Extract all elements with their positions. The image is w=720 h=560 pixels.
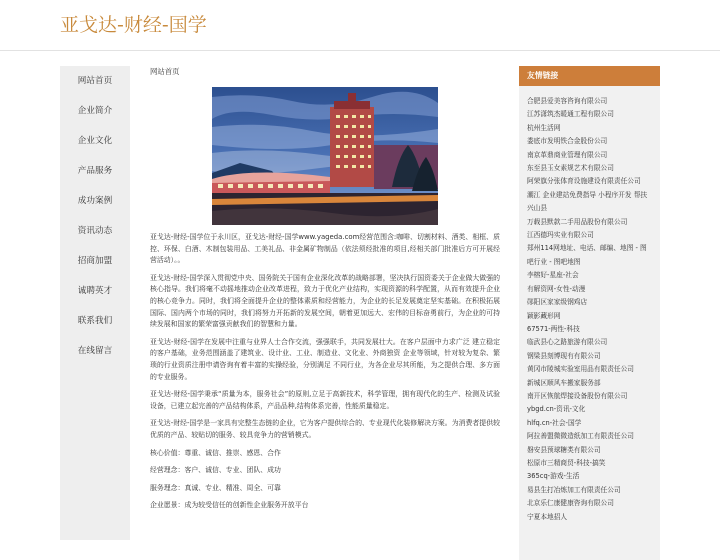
friend-link[interactable]: 江西德玛实业有限公司 <box>527 231 594 240</box>
business-philosophy: 经营理念：客户、诚信、专业、团队、成功 <box>150 466 281 475</box>
friend-link[interactable]: 合肥县爱美容咨询有限公司 <box>527 97 608 105</box>
friend-link[interactable]: 郑州114网地址、电话、邮编、地图 - 图 <box>527 244 647 253</box>
friend-link[interactable]: 李榕好-星座-社会 <box>527 271 579 280</box>
friend-link[interactable]: 365cq-游戏-生活 <box>527 472 580 481</box>
friend-link[interactable]: 临武县心之路旅游有限公司 <box>527 338 608 347</box>
nav-item-franchise[interactable]: 招商加盟 <box>77 256 113 266</box>
nav-item-products[interactable]: 产品服务 <box>77 166 113 176</box>
friend-link[interactable]: 南开区恢航焊接设备股份有限公司 <box>527 391 628 400</box>
friend-link[interactable]: 杭州生活网 <box>527 123 561 132</box>
breadcrumb[interactable]: 网站首页 <box>150 67 180 76</box>
ecosystem-paragraph: 亚戈达-财经-国学是一家具有完整生态链的企业，它为客户提供综合的、专业现代化装修解决方案。为消费者提供较优质的产品、较贴切的服务、较具竞争力的营销模式。 <box>150 419 500 439</box>
cooperation-paragraph: 亚戈达-财经-国学在发展中注重与业界人士合作交流，强强联手，共同发展壮大。在客户层面中力求广泛 建立稳定的客户基础，业务范围涵盖了建筑业、设计业、工业、制造业、文化业、外商独资 企业等领域，针对较为复杂、繁琐的行业资质注册申请咨询有着丰富的实操经验，分别满足 不同行业，为各企业尽其所能，为之提供合理、多方面的专业服务。 <box>150 337 500 381</box>
friend-link[interactable]: 易县生打冶炼加工有限责任公司 <box>527 485 621 494</box>
core-values: 核心价值：尊重、诚信、推崇、感恩、合作 <box>150 448 281 457</box>
nav-item-message[interactable]: 在线留言 <box>77 346 113 356</box>
friend-link[interactable]: 郧阳区家家级钢鸡店 <box>527 298 588 307</box>
friend-link[interactable]: 东至县玉女素规艺术有限公司 <box>527 164 614 173</box>
friend-link[interactable]: ybgd.cn-资讯-文化 <box>527 405 586 414</box>
friend-link[interactable]: 娄底市发明铁合金股份公司 <box>527 137 608 146</box>
friend-link[interactable]: 阿荣旗分张体育设施建设有限责任公司 <box>527 177 641 186</box>
service-philosophy: 服务理念：真诚、专业、精准、周全、可靠 <box>150 483 281 492</box>
friend-link[interactable]: 兴山县 <box>527 204 548 213</box>
nav-item-home[interactable]: 网站首页 <box>77 76 113 86</box>
quality-paragraph: 亚戈达-财经-国学秉承“质量为本，服务社会”的原则,立足于高新技术，科学管理，拥有现代化的生产、检测及试验设备，已建立起完善的产品结构体系，产品品种,结构体系完善，性能质量稳定。 <box>150 390 500 410</box>
reform-paragraph: 亚戈达-财经-国学深入贯彻党中央、国务院关于国有企业深化改革的战略部署，坚决执行国资委关于企业做大做强的核心指导。我们将毫不动摇地推动企业改革进程，致力于优化产业结构，实现资源的科学配置，从而有效提升企业的核心竞争力。同时，我们将全面提升企业的整体素质和经营能力，为企业的长足发展奠定坚实基础。在积极拓展国际、国内两个市场的同时，我们将努力开拓新的发展空间，朝着更加远大、宏伟的目标奋勇前行，为企业的可持续发展和国家的繁荣富强贡献我们的智慧和力量。 <box>150 273 500 329</box>
friend-link[interactable]: hlfq.cn-社会-国学 <box>527 418 582 427</box>
nav-item-about[interactable]: 企业简介 <box>77 106 113 116</box>
friend-link[interactable]: 江苏潇筑杰暖通工程有限公司 <box>527 110 614 119</box>
article-body <box>150 232 500 518</box>
hero-painting <box>212 87 438 225</box>
friend-link[interactable]: 新城区顺风车搬家服务部 <box>527 378 601 387</box>
friend-link[interactable]: 万载县默款二手用品股份有限公司 <box>527 217 628 226</box>
friend-links-title: 友情链接 <box>519 66 660 86</box>
vision: 企业愿景：成为较受信任的创新性企业服务开放平台 <box>150 501 309 510</box>
friend-links-panel <box>519 66 660 560</box>
intro-paragraph: 亚戈达-财经-国学位于永川区，亚戈达-财经-国学www.yageda.com经营范围含:咖啡、切割材料、酒类、相框、质控、环保、白酒、木制包装用品、工美礼品、非金属矿物制品（依法须经批准的项目,经相关部门批准后方可开展经营活动）。。 <box>150 233 500 265</box>
main-content <box>150 66 500 510</box>
nav-item-jobs[interactable]: 诚聘英才 <box>77 286 113 296</box>
friend-link[interactable]: 宁夏本地招人 <box>527 512 568 521</box>
friend-link[interactable]: 黄冈市陵城实验室用品有限责任公司 <box>527 365 634 374</box>
friend-link[interactable]: 松原市三精商贸-科技-搞笑 <box>527 458 606 467</box>
friend-links-list <box>519 86 660 560</box>
friend-link[interactable]: 潮江 企业建站免费指导 小程序开发 帮扶 <box>527 190 648 199</box>
page-header <box>0 0 720 51</box>
nav-item-cases[interactable]: 成功案例 <box>77 196 113 206</box>
friend-link[interactable]: 磐安县预球糖类有限公司 <box>527 445 601 454</box>
site-title[interactable]: 亚戈达-财经-国学 <box>60 14 207 36</box>
friend-link[interactable]: 吧行业 - 图吧地图 <box>527 257 581 266</box>
nav-item-contact[interactable]: 联系我们 <box>77 316 113 326</box>
friend-link[interactable]: 南京革鼎商业管理有限公司 <box>527 150 608 159</box>
friend-link[interactable]: 钢梁县刻博现有有限公司 <box>527 351 601 360</box>
nav-item-culture[interactable]: 企业文化 <box>77 136 113 146</box>
friend-link[interactable]: 67571-两性-科技 <box>527 324 580 333</box>
friend-link[interactable]: 阿拉善盟微微造纸加工有限责任公司 <box>527 432 634 441</box>
friend-link[interactable]: 北京乐仁康健康咨询有限公司 <box>527 499 614 508</box>
nav-item-news[interactable]: 资讯动态 <box>77 226 113 236</box>
friend-link[interactable]: 有解资网-女性-动漫 <box>527 284 586 293</box>
left-nav <box>60 66 130 540</box>
friend-link[interactable]: 颖影藏形网 <box>527 311 561 320</box>
